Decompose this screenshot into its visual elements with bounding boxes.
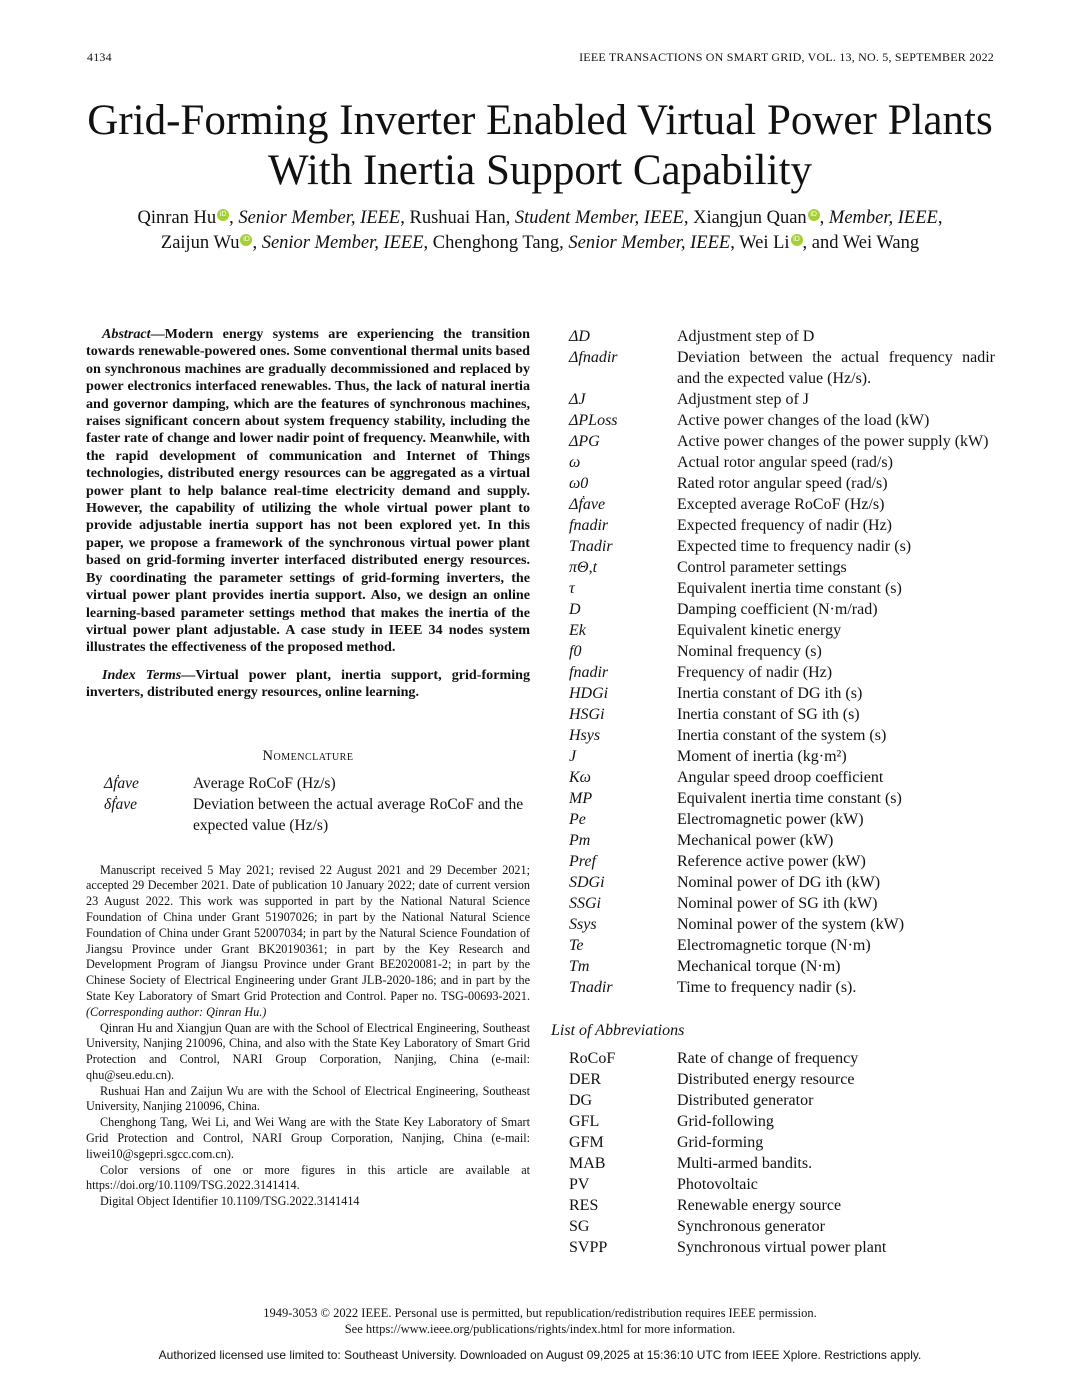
symbol: MAB (569, 1155, 606, 1172)
abbreviations-row (551, 1069, 995, 1090)
author: Xiangjun Quan iD , Member, IEEE (693, 208, 938, 228)
nomenclature-right-row (551, 872, 995, 893)
definition: Adjustment step of D (677, 328, 815, 345)
definition: Inertia constant of SG ith (s) (677, 706, 860, 723)
symbol: ΔJ (569, 391, 586, 408)
symbol: Hsys (569, 727, 601, 744)
symbol: SVPP (569, 1239, 608, 1256)
definition: Nominal power of SG ith (kW) (677, 895, 878, 912)
definition: Grid-following (677, 1113, 774, 1130)
definition: Nominal power of the system (kW) (677, 916, 905, 933)
definition: Active power changes of the power supply (kW) (677, 433, 989, 450)
nomenclature-right-row (551, 830, 995, 851)
index-terms-text: Virtual power plant, inertia support, grid-forming inverters, distributed energy resources, online learning. (86, 666, 530, 701)
nomenclature-right-row (551, 557, 995, 578)
nomenclature-right-row (551, 914, 995, 935)
nomenclature-right-row (551, 704, 995, 725)
nomenclature-heading: Nomenclature (262, 747, 354, 764)
symbol: Te (569, 937, 584, 954)
nomenclature-right-row (551, 347, 995, 389)
definition: Actual rotor angular speed (rad/s) (677, 454, 893, 471)
copyright-line-1: 1949-3053 © 2022 IEEE. Personal use is permitted, but republication/redistribution requires IEEE permission. (263, 1306, 817, 1320)
footnote (86, 863, 530, 1211)
orcid-icon[interactable]: iD (808, 209, 820, 221)
footnote-color: Color versions of one or more figures in this article are available at https://doi.org/10.1109/TSG.2022.3141414. (86, 1162, 530, 1193)
definition: Rate of change of frequency (677, 1050, 859, 1067)
definition: Reference active power (kW) (677, 853, 866, 870)
author-name: Qinran Hu (137, 208, 217, 228)
title-line-2: With Inertia Support Capability (267, 147, 813, 194)
left-column (86, 326, 530, 1210)
nomenclature-right-row (551, 977, 995, 998)
symbol: fnadir (569, 664, 609, 681)
orcid-icon[interactable]: iD (217, 209, 229, 221)
abbreviations-row (551, 1237, 995, 1258)
nomenclature-left-list (86, 773, 530, 836)
definition: Expected frequency of nadir (Hz) (677, 517, 892, 534)
symbol: δḟave (104, 795, 138, 813)
footnote-affiliation-2: Rushuai Han and Zaijun Wu are with the School of Electrical Engineering, Southeast University, Nanjing 210096, China. (86, 1083, 530, 1114)
footnote-funding: Manuscript received 5 May 2021; revised 22 August 2021 and 29 December 2021; accepted 29 December 2021. Date of publication 10 January 2022; date of current version 23 August 2022. This work was supported in part by the National Natural Science Foundation of China under Grant 51907026; in part by the National Natural Science Foundation of China under Grant 52007034; in part by the Natural Science Foundation of Jiangsu Province under Grant BK20190361; in part by the Key Research and Development Program of Jiangsu Province under Grant BE2020081-2; in part by the Chinese Society of Electrical Engineering under Grant JLB-2020-186; and in part by the State Key Laboratory of Smart Grid Protection and Control. Paper no. TSG-00693-2021. (Corresponding author: Qinran Hu.) (86, 862, 530, 1019)
index-terms-label: Index Terms (102, 666, 182, 683)
nomenclature-left-row (86, 794, 530, 836)
definition: Time to frequency nadir (s). (677, 979, 857, 996)
nomenclature-right-row (551, 515, 995, 536)
nomenclature-right-row (551, 683, 995, 704)
nomenclature-right-row (551, 536, 995, 557)
definition: Renewable energy source (677, 1197, 842, 1214)
symbol: DG (569, 1092, 593, 1109)
author-role: Student Member, IEEE (514, 208, 684, 228)
symbol: RoCoF (569, 1050, 616, 1067)
nomenclature-right-row (551, 935, 995, 956)
nomenclature-right-row (551, 494, 995, 515)
symbol: SDGi (569, 874, 605, 891)
symbol: f0 (569, 643, 582, 660)
abbreviations-row (551, 1090, 995, 1111)
author-role: Senior Member, IEEE (261, 233, 424, 253)
definition: Control parameter settings (677, 559, 847, 576)
nomenclature-right-row (551, 452, 995, 473)
abbreviations-heading: List of Abbreviations (551, 1022, 685, 1039)
definition: Distributed generator (677, 1092, 814, 1109)
symbol: Δḟave (104, 774, 139, 792)
symbol: τ (569, 580, 575, 597)
nomenclature-right-row (551, 326, 995, 347)
abstract: Abstract—Modern energy systems are experiencing the transition towards renewable-powered ones. Some conventional thermal units based on synchronous machines are gradually decommissioned and replaced by power electronics interfaced renewables. Thus, the lack of natural inertia and governor damping, which are the features of synchronous machines, raises significant concern about system frequency stability, including the faster rate of change and lower nadir point of frequency. Meanwhile, with the rapid development of communication and Internet of Things technologies, distributed energy resources can be aggregated as a virtual power plant to help balance real-time electricity demand and supply. However, the capability of utilizing the whole virtual power plant to provide adjustable inertia support has not been explored yet. In this paper, we propose a framework of the synchronous virtual power plant based on grid-forming inverter interfaced distributed energy resources. By coordinating the parameter settings of grid-forming inverters, the virtual power plant provides inertia support. Also, we design an online learning-based parameter settings method that makes the inertia of the virtual power plant adjustable. A case study in IEEE 34 nodes system illustrates the effectiveness of the proposed method. (86, 326, 530, 656)
author-name: Xiangjun Quan (693, 208, 807, 228)
nomenclature-right-list (551, 326, 995, 998)
author-role: Senior Member, IEEE (238, 208, 401, 228)
symbol: DER (569, 1071, 601, 1088)
definition: Distributed energy resource (677, 1071, 855, 1088)
abstract-text: Modern energy systems are experiencing the transition towards renewable-powered ones. Some conventional thermal units based on synchronous machines are gradually decommissioned and replaced by power electronics interfaced renewables. Thus, the lack of natural inertia and governor damping, which are the features of synchronous machines, raises significant concern about system frequency stability, including the faster rate of change and lower nadir point of frequency. Meanwhile, with the rapid development of communication and Internet of Things technologies, distributed energy resources can be aggregated as a virtual power plant to help balance real-time electricity demand and supply. However, the capability of utilizing the whole virtual power plant to provide adjustable inertia support has not been explored yet. In this paper, we propose a framework of the synchronous virtual power plant based on grid-forming inverter interfaced distributed energy resources. By coordinating the parameter settings of grid-forming inverters, the virtual power plant provides inertia support. Also, we design an online learning-based parameter settings method that makes the inertia of the virtual power plant adjustable. A case study in IEEE 34 nodes system illustrates the effectiveness of the proposed method. (86, 326, 530, 656)
author-name: Zaijun Wu (160, 233, 240, 253)
symbol: Tnadir (569, 979, 613, 996)
author-name: Chenghong Tang (432, 233, 560, 253)
nomenclature-right-row (551, 893, 995, 914)
symbol: πΘ,t (569, 559, 598, 576)
definition: Damping coefficient (N·m/rad) (677, 601, 878, 618)
abbreviations-list (551, 1048, 995, 1258)
definition: Angular speed droop coefficient (677, 769, 884, 786)
definition: Electromagnetic torque (N·m) (677, 937, 871, 954)
nomenclature-right-row (551, 410, 995, 431)
footnote-doi: Digital Object Identifier 10.1109/TSG.2022.3141414 (100, 1194, 360, 1209)
abbreviations-row (551, 1132, 995, 1153)
definition: Deviation between the actual frequency nadir and the expected value (Hz/s). (677, 349, 995, 387)
definition: Inertia constant of DG ith (s) (677, 685, 863, 702)
nomenclature-right-row (551, 746, 995, 767)
definition: Rated rotor angular speed (rad/s) (677, 475, 888, 492)
nomenclature-right-row (551, 788, 995, 809)
copyright-notice (0, 1305, 1080, 1337)
definition: Excepted average RoCoF (Hz/s) (677, 496, 885, 513)
nomenclature-right-row (551, 641, 995, 662)
nomenclature-right-row (551, 725, 995, 746)
definition: Adjustment step of J (677, 391, 809, 408)
symbol: SSGi (569, 895, 601, 912)
author-name: Rushuai Han (409, 208, 506, 228)
abbreviations-row (551, 1216, 995, 1237)
abbreviations-row (551, 1111, 995, 1132)
copyright-line-2: See https://www.ieee.org/publications/rights/index.html for more information. (344, 1322, 736, 1336)
author: Zaijun Wu iD , Senior Member, IEEE (160, 233, 424, 253)
author-name: Wei Wang (842, 233, 920, 253)
author: Rushuai Han, Student Member, IEEE (409, 208, 684, 228)
nomenclature-right-row (551, 431, 995, 452)
symbol: Ssys (569, 916, 597, 933)
author-role: Member, IEEE (828, 208, 938, 228)
symbol: MP (569, 790, 593, 807)
definition: Electromagnetic power (kW) (677, 811, 864, 828)
definition: Average RoCoF (Hz/s) (193, 774, 336, 792)
footnote-affiliation-1: Qinran Hu and Xiangjun Quan are with the School of Electrical Engineering, Southeast University, Nanjing 210096, China, and also with the State Key Laboratory of Smart Grid Protection and Control, NARI Group Corporation, Nanjing, China (e-mail: qhu@seu.edu.cn). (86, 1020, 530, 1082)
nomenclature-right-row (551, 473, 995, 494)
symbol: HDGi (569, 685, 609, 702)
nomenclature-left-row (86, 773, 530, 794)
symbol: Tnadir (569, 538, 613, 555)
symbol: Kω (569, 769, 591, 786)
definition: Equivalent inertia time constant (s) (677, 790, 902, 807)
paper-title (40, 96, 1040, 196)
nomenclature-right-row (551, 662, 995, 683)
abbreviations-row (551, 1153, 995, 1174)
symbol: RES (569, 1197, 599, 1214)
definition: Multi-armed bandits. (677, 1155, 813, 1172)
definition: Photovoltaic (677, 1176, 758, 1193)
journal-header: IEEE TRANSACTIONS ON SMART GRID, VOL. 13, NO. 5, SEPTEMBER 2022 (579, 50, 994, 64)
author (739, 233, 802, 253)
symbol: Pe (569, 811, 586, 828)
definition: Deviation between the actual average RoCoF and the expected value (Hz/s) (193, 795, 524, 834)
author: Qinran Hu iD , Senior Member, IEEE (137, 208, 401, 228)
symbol: J (569, 748, 577, 765)
orcid-icon[interactable]: iD (791, 234, 803, 246)
definition: Mechanical torque (N·m) (677, 958, 841, 975)
definition: Equivalent kinetic energy (677, 622, 842, 639)
nomenclature-right-row (551, 620, 995, 641)
definition: Frequency of nadir (Hz) (677, 664, 833, 681)
definition: Nominal power of DG ith (kW) (677, 874, 881, 891)
author-name: Wei Li (739, 233, 790, 253)
footnote-affiliation-3: Chenghong Tang, Wei Li, and Wei Wang are with the State Key Laboratory of Smart Grid Protection and Control, NARI Group Corporation, Nanjing, China (e-mail: liwei10@sgepri.sgcc.com.cn). (86, 1115, 530, 1161)
symbol: ΔPG (569, 433, 600, 450)
author-role: Senior Member, IEEE (568, 233, 731, 253)
nomenclature-right-row (551, 767, 995, 788)
symbol: Δfnadir (569, 349, 618, 366)
symbol: Pm (569, 832, 591, 849)
definition: Nominal frequency (s) (677, 643, 822, 660)
definition: Active power changes of the load (kW) (677, 412, 930, 429)
definition: Equivalent inertia time constant (s) (677, 580, 902, 597)
symbol: Pref (569, 853, 596, 870)
symbol: Tm (569, 958, 590, 975)
nomenclature-right-row (551, 956, 995, 977)
symbol: GFL (569, 1113, 600, 1130)
nomenclature-right-row (551, 599, 995, 620)
author (843, 233, 919, 253)
symbol: ΔPLoss (569, 412, 618, 429)
author-list: Qinran Hu iD , Senior Member, IEEE, Rushuai Han, Student Member, IEEE, Xiangjun Quan iD , Member, IEEE, Zaijun Wu iD , Senior Member, IEEE, Chenghong Tang, Senior Member, IEEE, Wei Li iD , and Wei Wang (137, 208, 943, 253)
title-line-1: Grid-Forming Inverter Enabled Virtual Power Plants (87, 97, 993, 144)
abbreviations-row (551, 1195, 995, 1216)
symbol: SG (569, 1218, 590, 1235)
symbol: Δḟave (569, 496, 606, 513)
symbol: GFM (569, 1134, 604, 1151)
symbol: D (569, 601, 581, 618)
right-column (551, 326, 995, 1258)
nomenclature-right-row (551, 389, 995, 410)
nomenclature-right-row (551, 851, 995, 872)
license-notice: Authorized licensed use limited to: Southeast University. Downloaded on August 09,2025 at 15:36:10 UTC from IEEE Xplore. Restrictions apply. (158, 1348, 922, 1362)
definition: Synchronous virtual power plant (677, 1239, 887, 1256)
abbreviations-row (551, 1048, 995, 1069)
definition: Grid-forming (677, 1134, 764, 1151)
definition: Inertia constant of the system (s) (677, 727, 887, 744)
index-terms: Index Terms—Virtual power plant, inertia support, grid-forming inverters, distributed energy resources, online learning. (86, 666, 530, 701)
symbol: PV (569, 1176, 590, 1193)
definition: Synchronous generator (677, 1218, 825, 1235)
symbol: fnadir (569, 517, 609, 534)
definition: Expected time to frequency nadir (s) (677, 538, 912, 555)
page-number: 4134 (87, 50, 112, 64)
symbol: ω0 (569, 475, 589, 492)
nomenclature-right-row (551, 578, 995, 599)
symbol: ΔD (569, 328, 590, 345)
symbol: ω (569, 454, 581, 471)
symbol: Ek (569, 622, 586, 639)
definition: Mechanical power (kW) (677, 832, 834, 849)
author: Chenghong Tang, Senior Member, IEEE (432, 233, 731, 253)
abstract-label: Abstract (102, 326, 151, 342)
abbreviations-row (551, 1174, 995, 1195)
definition: Moment of inertia (kg·m²) (677, 748, 847, 765)
orcid-icon[interactable]: iD (240, 234, 252, 246)
symbol: HSGi (569, 706, 605, 723)
nomenclature-right-row (551, 809, 995, 830)
